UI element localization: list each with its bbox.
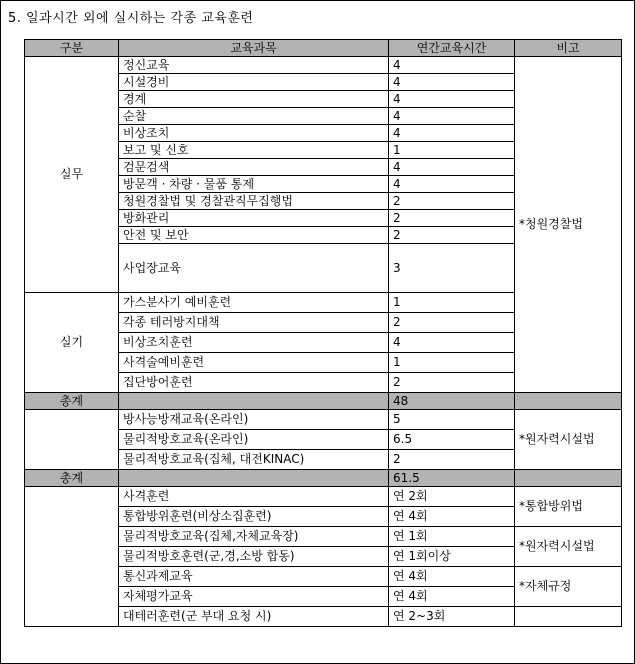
header-row (25, 40, 622, 57)
subject-cell: 물리적방호교육(온라인) (119, 430, 389, 450)
subject-cell: 가스분사기 예비훈련 (119, 293, 389, 313)
subject-cell: 정신교육 (119, 57, 389, 74)
subject-cell: 시설경비 (119, 74, 389, 91)
table-row (25, 487, 622, 507)
hours-cell: 연 4회 (389, 507, 515, 527)
subject-cell: 통합방위훈련(비상소집훈련) (119, 507, 389, 527)
hours-cell: 4 (389, 91, 515, 108)
subject-cell: 대테러훈련(군 부대 요청 시) (119, 607, 389, 627)
hours-cell: 2 (389, 193, 515, 210)
hours-cell: 2 (389, 227, 515, 244)
hours-cell: 연 2~3회 (389, 607, 515, 627)
subject-cell: 검문검색 (119, 159, 389, 176)
hours-cell: 2 (389, 313, 515, 333)
hours-cell: 4 (389, 74, 515, 91)
hours-cell: 4 (389, 176, 515, 193)
subject-cell: 방사능방재교육(온라인) (119, 410, 389, 430)
subject-cell: 각종 테러방지대책 (119, 313, 389, 333)
subject-cell: 비상조치 (119, 125, 389, 142)
total-spacer (515, 470, 622, 487)
section-title: 5. 일과시간 외에 실시하는 각종 교육훈련 (8, 11, 254, 26)
subject-cell: 보고 및 신호 (119, 142, 389, 159)
hours-cell: 4 (389, 125, 515, 142)
hours-cell: 연 4회 (389, 587, 515, 607)
total-label: 총계 (25, 470, 119, 487)
hours-cell: 연 4회 (389, 567, 515, 587)
subject-cell: 청원경찰법 및 경찰관직무집행법 (119, 193, 389, 210)
total-row (25, 393, 622, 410)
category-cell (25, 487, 119, 627)
hours-cell: 2 (389, 373, 515, 393)
header-note: 비고 (515, 40, 622, 57)
subject-cell: 집단방어훈련 (119, 373, 389, 393)
note-cell: *자체규정 (515, 567, 622, 607)
hours-cell: 3 (389, 244, 515, 293)
total-row (25, 470, 622, 487)
note-cell: *통합방위법 (515, 487, 622, 527)
total-label: 총계 (25, 393, 119, 410)
hours-cell: 2 (389, 210, 515, 227)
hours-cell: 1 (389, 142, 515, 159)
subject-cell: 물리적방호교육(집체, 대전KINAC) (119, 450, 389, 470)
subject-cell: 경계 (119, 91, 389, 108)
subject-cell: 물리적방호훈련(군,경,소방 합동) (119, 547, 389, 567)
subject-cell: 비상조치훈련 (119, 333, 389, 353)
header-subject: 교육과목 (119, 40, 389, 57)
note-cell: *청원경찰법 (515, 57, 622, 393)
hours-cell: 4 (389, 333, 515, 353)
hours-cell: 6.5 (389, 430, 515, 450)
hours-cell: 4 (389, 57, 515, 74)
total-hours: 61.5 (389, 470, 515, 487)
subject-cell: 사격훈련 (119, 487, 389, 507)
hours-cell: 연 1회 (389, 527, 515, 547)
category-cell (25, 410, 119, 470)
hours-cell: 2 (389, 450, 515, 470)
hours-cell: 1 (389, 353, 515, 373)
subject-cell: 사격술예비훈련 (119, 353, 389, 373)
category-cell: 실기 (25, 293, 119, 393)
table-row (25, 57, 622, 74)
subject-cell: 자체평가교육 (119, 587, 389, 607)
training-table (24, 39, 622, 627)
note-cell: *원자력시설법 (515, 410, 622, 470)
total-spacer (515, 393, 622, 410)
subject-cell: 방문객 · 차량 · 물품 통제 (119, 176, 389, 193)
subject-cell: 통신과제교육 (119, 567, 389, 587)
subject-cell: 방화관리 (119, 210, 389, 227)
category-cell: 실무 (25, 57, 119, 293)
total-spacer (119, 393, 389, 410)
total-hours: 48 (389, 393, 515, 410)
subject-cell: 사업장교육 (119, 244, 389, 293)
hours-cell: 연 2회 (389, 487, 515, 507)
note-cell (515, 607, 622, 627)
header-hours: 연간교육시간 (389, 40, 515, 57)
subject-cell: 물리적방호교육(집체,자체교육장) (119, 527, 389, 547)
table-row (25, 410, 622, 430)
subject-cell: 순찰 (119, 108, 389, 125)
note-cell: *원자력시설법 (515, 527, 622, 567)
hours-cell: 4 (389, 108, 515, 125)
hours-cell: 5 (389, 410, 515, 430)
header-category: 구분 (25, 40, 119, 57)
subject-cell: 안전 및 보안 (119, 227, 389, 244)
hours-cell: 연 1회이상 (389, 547, 515, 567)
total-spacer (119, 470, 389, 487)
hours-cell: 1 (389, 293, 515, 313)
hours-cell: 4 (389, 159, 515, 176)
